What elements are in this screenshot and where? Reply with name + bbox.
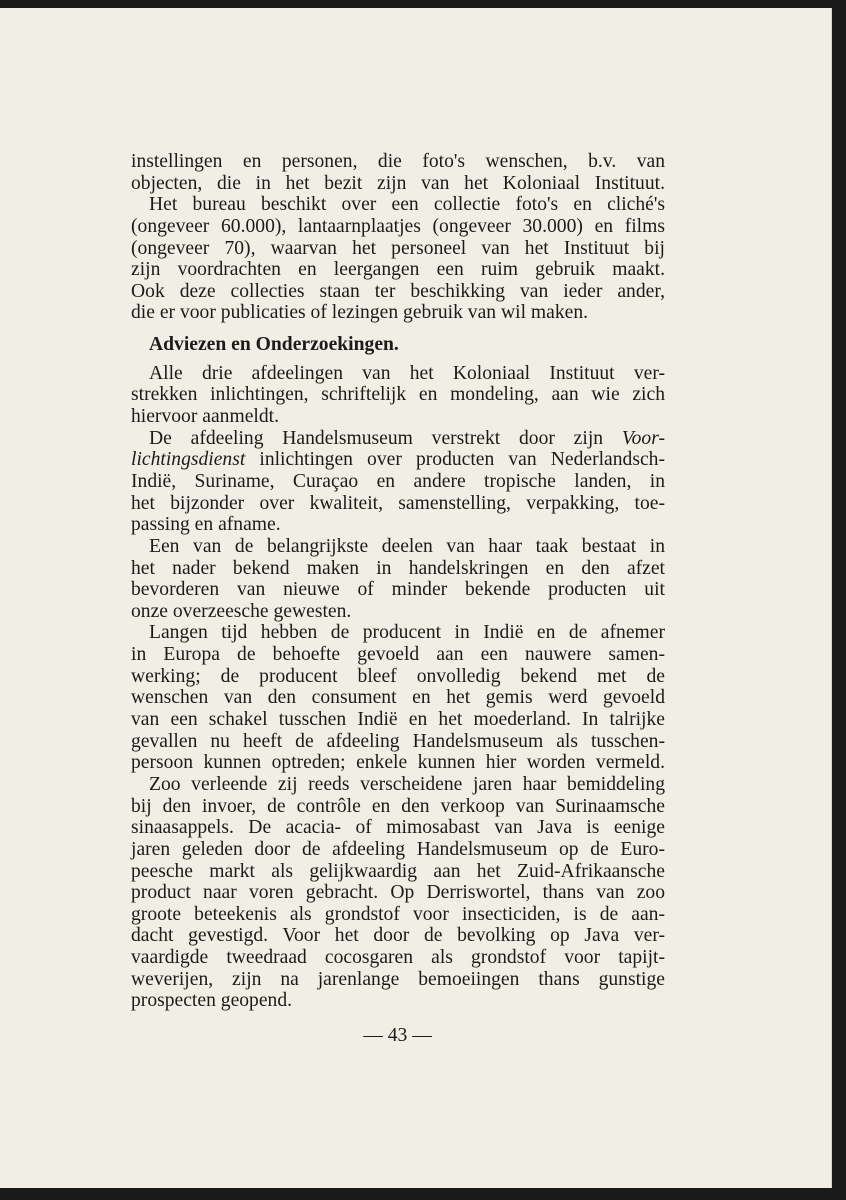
- text-line: bevorderen van nieuwe of minder bekende producten uit: [131, 579, 665, 601]
- text-line: wenschen van den consument en het gemis werd gevoeld: [131, 687, 665, 709]
- text-line: Indië, Suriname, Curaçao en andere tropische landen, in: [131, 470, 665, 492]
- text-line: hiervoor aanmeldt.: [131, 406, 279, 428]
- text-line: het bijzonder over kwaliteit, samenstelling, verpakking, toe-: [131, 492, 665, 514]
- section-heading: Adviezen en Onderzoekingen.: [149, 334, 399, 356]
- text-segment: inlichtingen over producten van Nederlandsch-: [245, 449, 665, 471]
- italic-term: Voor-: [621, 427, 665, 449]
- text-line: sinaasappels. De acacia- of mimosabast van Java is eenige: [131, 817, 665, 839]
- text-line: dacht gevestigd. Voor het door de bevolking op Java ver-: [131, 925, 665, 947]
- text-line: vaardigde tweedraad cocosgaren als grondstof voor tapijt-: [131, 947, 665, 969]
- text-line: Zoo verleende zij reeds verscheidene jaren haar bemiddeling: [149, 773, 665, 795]
- text-line: prospecten geopend.: [131, 990, 293, 1012]
- text-line: Alle drie afdeelingen van het Koloniaal Instituut ver-: [149, 362, 665, 384]
- italic-term: lichtingsdienst: [131, 449, 246, 471]
- text-line: weverijen, zijn na jarenlange bemoeiingen thans gunstige: [131, 968, 665, 990]
- text-line: (ongeveer 60.000), lantaarnplaatjes (ongeveer 30.000) en films: [131, 215, 665, 237]
- text-line: product naar voren gebracht. Op Derriswortel, thans van zoo: [131, 882, 665, 904]
- page-number: — 43 —: [363, 1025, 432, 1046]
- text-line: van een schakel tusschen Indië en het moederland. In talrijke: [131, 709, 665, 731]
- text-line: passing en afname.: [131, 514, 281, 536]
- text-line: zijn voordrachten en leergangen een ruim gebruik maakt.: [131, 259, 665, 281]
- text-line: [131, 428, 665, 450]
- text-line: het nader bekend maken in handelskringen en den afzet: [131, 557, 665, 579]
- body-text: [131, 151, 665, 1012]
- text-line: die er voor publicaties of lezingen gebruik van wil maken.: [131, 302, 589, 324]
- book-page: [0, 8, 832, 1188]
- text-segment: De afdeeling Handelsmuseum verstrekt door zijn: [149, 427, 622, 449]
- text-line: strekken inlichtingen, schriftelijk en mondeling, aan wie zich: [131, 384, 665, 406]
- text-line: jaren geleden door de afdeeling Handelsmuseum op de Euro-: [131, 838, 665, 860]
- text-line: [131, 449, 665, 471]
- text-line: Ook deze collecties staan ter beschikking van ieder ander,: [131, 280, 665, 302]
- text-line: Het bureau beschikt over een collectie foto's en cliché's: [149, 194, 665, 216]
- text-line: werking; de producent bleef onvolledig bekend met de: [131, 665, 665, 687]
- text-line: Een van de belangrijkste deelen van haar taak bestaat in: [149, 535, 665, 557]
- text-line: groote beteekenis als grondstof voor insecticiden, is de aan-: [131, 903, 665, 925]
- text-line: (ongeveer 70), waarvan het personeel van het Instituut bij: [131, 237, 665, 259]
- text-line: persoon kunnen optreden; enkele kunnen hier worden vermeld.: [131, 752, 665, 774]
- text-line: onze overzeesche gewesten.: [131, 600, 352, 622]
- text-line: objecten, die in het bezit zijn van het Koloniaal Instituut.: [131, 172, 665, 194]
- text-line: gevallen nu heeft de afdeeling Handelsmuseum als tusschen-: [131, 730, 665, 752]
- text-line: in Europa de behoefte gevoeld aan een nauwere samen-: [131, 644, 665, 666]
- text-line: instellingen en personen, die foto's wenschen, b.v. van: [131, 151, 665, 172]
- text-line: bij den invoer, de contrôle en den verkoop van Surinaamsche: [131, 795, 665, 817]
- text-line: Langen tijd hebben de producent in Indië en de afnemer: [149, 622, 665, 644]
- text-line: peesche markt als gelijkwaardig aan het Zuid-Afrikaansche: [131, 860, 665, 882]
